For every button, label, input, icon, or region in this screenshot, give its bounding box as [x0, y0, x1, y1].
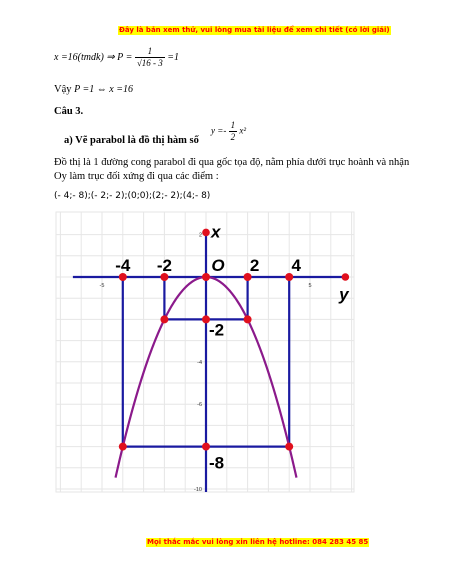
hotline-banner: Mọi thắc mắc vui lòng xin liên hệ hotline: 084 283 45 85: [147, 538, 369, 546]
solution-fraction-numerator: 1: [135, 46, 165, 58]
tick-label-x: -5: [99, 283, 105, 289]
axis-value-label: O: [211, 256, 225, 275]
horizontal-axis-end-point: [342, 273, 350, 281]
question-title: Câu 3.: [54, 106, 84, 117]
solution-fraction-denominator: √16 - 3: [136, 58, 163, 68]
graph-labels: [115, 222, 350, 472]
solution-line-1-right: =1: [167, 51, 180, 63]
function-rhs: x²: [239, 125, 247, 136]
data-point: [244, 315, 252, 323]
points-list: (- 4;- 8);(- 2;- 2);(0;0);(2;- 2);(4;- 8): [54, 191, 211, 201]
guide-point: [202, 443, 210, 451]
tick-label-y: -4: [197, 359, 202, 366]
description-line-2: Oy làm trục đối xứng đi qua các điểm :: [54, 171, 219, 182]
vertical-axis-label: x: [211, 222, 221, 242]
vertical-axis-end-point: [202, 229, 210, 237]
axis-value-label: 2: [249, 256, 260, 275]
function-fraction-denominator: 2: [230, 132, 236, 142]
function-lhs: y =-: [211, 125, 227, 136]
tick-label-y: 2: [198, 232, 202, 239]
axis-value-label: 4: [291, 256, 301, 275]
data-point: [202, 273, 210, 281]
function-fraction-numerator: 1: [230, 120, 236, 130]
tick-label-x: 5: [308, 283, 312, 289]
data-point: [119, 443, 127, 451]
axis-value-label: -4: [115, 256, 131, 275]
axis-value-label: -2: [156, 256, 172, 275]
tick-label-y: -6: [197, 402, 202, 409]
conclusion-math: P =1 ⇔ x =16: [74, 84, 133, 95]
part-a-heading: a) Vẽ parabol là đồ thị hàm số: [64, 135, 199, 146]
data-point: [160, 315, 168, 323]
axis-value-label: -2: [209, 320, 225, 340]
tick-label-y: -10: [194, 487, 202, 493]
solution-line-1-left: x =16(tmdk) ⇒ P =: [54, 51, 133, 63]
description-line-1: Đồ thị là 1 đường cong parabol đi qua gốc tọa độ, nằm phía dưới trục hoành và nhận: [54, 157, 410, 168]
axis-value-label: -8: [209, 453, 225, 473]
data-point: [285, 443, 293, 451]
preview-notice-banner: Đây là bản xem thử, vui lòng mua tài liệu để xem chi tiết (có lời giải): [119, 26, 390, 34]
horizontal-axis-label: y: [339, 285, 349, 304]
conclusion-prefix: Vậy: [54, 84, 72, 95]
